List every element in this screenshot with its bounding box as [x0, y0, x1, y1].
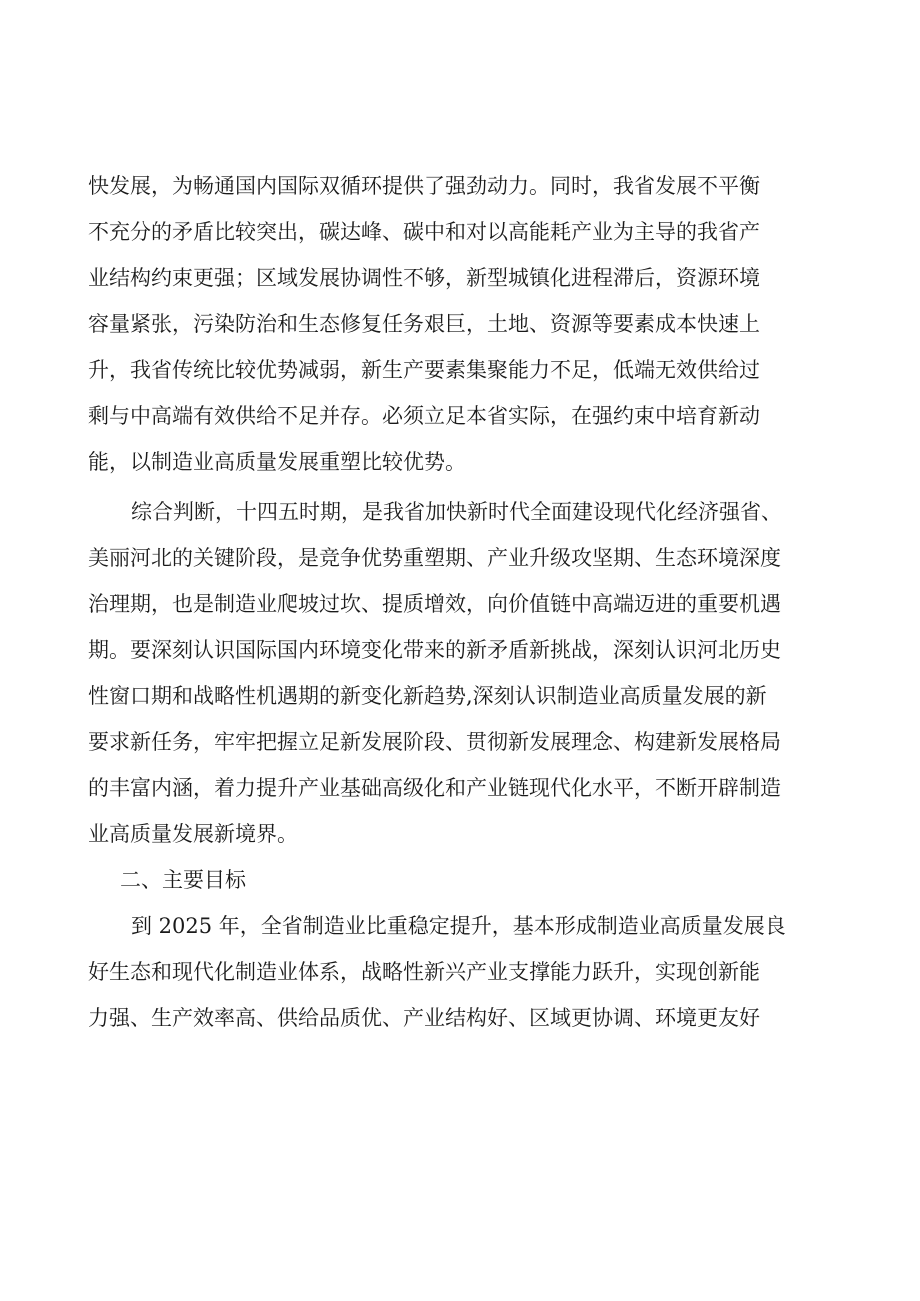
paragraph-1-line-3: 业结构约束更强；区域发展协调性不够，新型城镇化进程滞后，资源环境: [88, 266, 760, 290]
paragraph-2-line-6: 要求新任务，牢牢把握立足新发展阶段、贯彻新发展理念、构建新发展格局: [88, 730, 781, 754]
section-heading: 二、主要目标: [120, 868, 246, 892]
paragraph-3-line-3: 力强、生产效率高、供给品质优、产业结构好、区域更协调、环境更友好: [88, 1006, 760, 1030]
paragraph-3-line-1: 到 2025 年，全省制造业比重稳定提升，基本形成制造业高质量发展良: [131, 914, 786, 938]
paragraph-2-line-2: 美丽河北的关键阶段，是竞争优势重塑期、产业升级攻坚期、生态环境深度: [88, 546, 781, 570]
paragraph-1-line-5: 升，我省传统比较优势减弱，新生产要素集聚能力不足，低端无效供给过: [88, 358, 760, 382]
paragraph-1-line-4: 容量紧张，污染防治和生态修复任务艰巨，土地、资源等要素成本快速上: [88, 312, 760, 336]
paragraph-1-line-1: 快发展，为畅通国内国际双循环提供了强劲动力。同时，我省发展不平衡: [88, 174, 760, 198]
paragraph-2-line-8: 业高质量发展新境界。: [88, 822, 298, 846]
paragraph-1-line-2: 不充分的矛盾比较突出，碳达峰、碳中和对以高能耗产业为主导的我省产: [88, 220, 760, 244]
paragraph-2-line-7: 的丰富内涵，着力提升产业基础高级化和产业链现代化水平，不断开辟制造: [88, 776, 781, 800]
paragraph-2-line-3: 治理期，也是制造业爬坡过坎、提质增效，向价值链中高端迈进的重要机遇: [88, 592, 781, 616]
paragraph-1-line-6: 剩与中高端有效供给不足并存。必须立足本省实际，在强约束中培育新动: [88, 404, 760, 428]
paragraph-1-line-7: 能，以制造业高质量发展重塑比较优势。: [88, 450, 466, 474]
paragraph-2-line-4: 期。要深刻认识国际国内环境变化带来的新矛盾新挑战，深刻认识河北历史: [88, 638, 781, 662]
paragraph-2-line-1: 综合判断，十四五时期，是我省加快新时代全面建设现代化经济强省、: [131, 500, 782, 524]
paragraph-3-line-2: 好生态和现代化制造业体系，战略性新兴产业支撑能力跃升，实现创新能: [88, 960, 760, 984]
paragraph-2-line-5: 性窗口期和战略性机遇期的新变化新趋势,深刻认识制造业高质量发展的新: [88, 684, 767, 708]
